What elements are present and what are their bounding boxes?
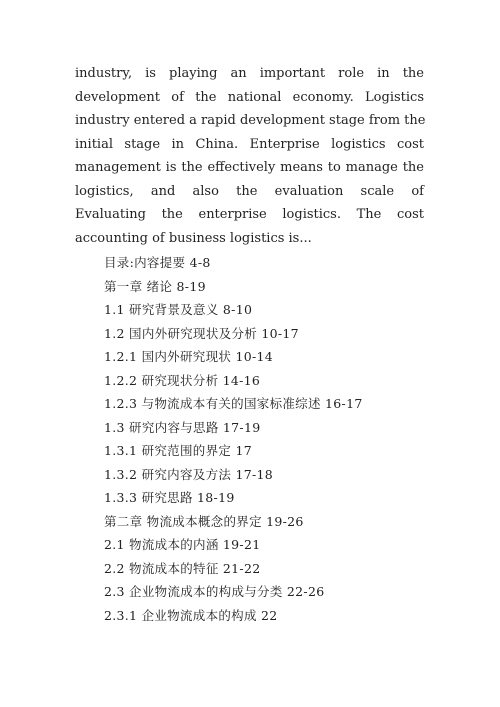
- paragraph-line: industry entered a rapid development stage from the: [75, 113, 426, 128]
- toc-entry: 2.2 物流成本的特征 21-22: [104, 560, 261, 576]
- paragraph-line: accounting of business logistics is...: [75, 230, 312, 246]
- toc-entry: 1.3.1 研究范围的界定 17: [104, 443, 252, 458]
- paragraph-line: initial stage in China. Enterprise logistics cost: [75, 136, 424, 152]
- toc-entry: 1.2.2 研究现状分析 14-16: [104, 372, 261, 388]
- toc-entry: 1.3.2 研究内容及方法 17-18: [104, 466, 273, 482]
- toc-entry: 2.3 企业物流成本的构成与分类 22-26: [104, 584, 325, 599]
- toc-entry: 2.3.1 企业物流成本的构成 22: [104, 607, 278, 623]
- toc-entry: 1.2.1 国内外研究现状 10-14: [104, 349, 273, 364]
- toc-entry: 1.3.3 研究思路 18-19: [104, 490, 235, 505]
- paragraph-line: logistics, and also the evaluation scale of: [75, 183, 424, 199]
- paragraph-line: development of the national economy. Logistics: [75, 89, 424, 105]
- toc-entry: 2.1 物流成本的内涵 19-21: [104, 537, 261, 552]
- toc-entry: 1.3 研究内容与思路 17-19: [104, 419, 261, 435]
- toc-entry: 1.2 国内外研究现状及分析 10-17: [104, 325, 299, 341]
- paragraph-line: management is the effectively means to manage the: [75, 160, 424, 175]
- abstract-paragraph: [75, 62, 424, 250]
- paragraph-line: Evaluating the enterprise logistics. The cost: [75, 207, 424, 222]
- toc-entry: 第二章 物流成本概念的界定 19-26: [104, 513, 304, 529]
- toc-entry: 1.1 研究背景及意义 8-10: [104, 302, 253, 317]
- table-of-contents: [104, 251, 363, 627]
- toc-entry: 目录:内容提要 4-8: [104, 255, 211, 270]
- paragraph-line: industry, is playing an important role in the: [75, 66, 424, 81]
- toc-entry: 1.2.3 与物流成本有关的国家标准综述 16-17: [104, 396, 363, 411]
- toc-entry: 第一章 绪论 8-19: [104, 278, 206, 294]
